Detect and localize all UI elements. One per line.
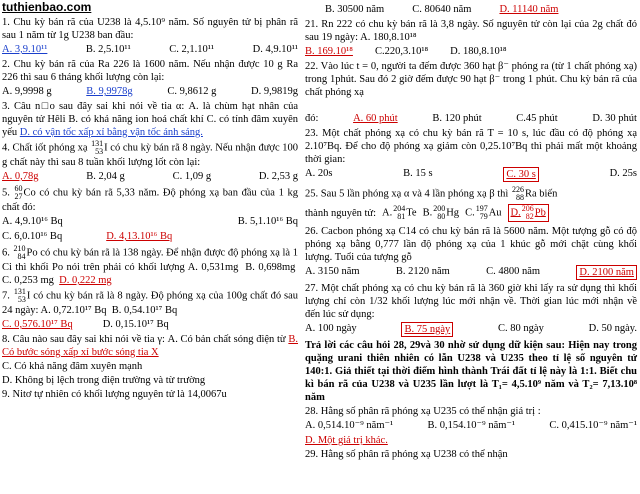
option-c[interactable]: C. 1,09 g [172, 171, 212, 182]
option-a[interactable]: A. 3,9.10¹¹ [2, 44, 48, 55]
option-d[interactable]: D. 206 82 Pb [508, 204, 549, 222]
option-c[interactable]: C. 197 79 Au [465, 204, 502, 221]
question-27-options [305, 322, 637, 337]
question-3-answer[interactable]: D. có vận tốc xấp xỉ bằng vận tốc ánh sáng. [19, 127, 203, 138]
question-7-options-row2 [2, 318, 298, 331]
question-25-text-end: biến [539, 188, 558, 200]
question-22-options [305, 112, 637, 125]
element-symbol: Po [26, 247, 38, 259]
question-27: 27. Một chất phóng xạ có chu kỳ bán rã là 360 giờ khi lấy ra sử dụng thì khối lượng chỉ còn 1/32 khối lượng lúc mới nhận về. Thời gian lúc mới nhận về đến lúc sử dụng: [305, 283, 637, 320]
question-9: 9. Nitơ tự nhiên có khối lượng nguyên tử là 14,0067u [2, 389, 227, 400]
option-c[interactable]: C. 6,0.10¹⁶ Bq [2, 231, 63, 242]
option-d[interactable]: D. 4,13.10¹⁶ Bq [106, 231, 173, 242]
question-28-option-d [305, 434, 637, 447]
question-3 [2, 100, 298, 139]
option-b[interactable]: B. 200 80 Hg [422, 204, 460, 221]
option-a[interactable]: A. 0,72.10¹⁷ Bq [40, 305, 107, 316]
option-b[interactable]: B. 75 ngày [401, 322, 453, 337]
question-8-option-c[interactable]: C. Có khả năng đâm xuyên mạnh [2, 361, 143, 372]
question-6 [2, 245, 298, 287]
iodine-isotope: 131 53 [91, 139, 104, 156]
option-c[interactable]: C. 4800 năm [486, 266, 541, 277]
option-a[interactable]: A. 60 phút [353, 113, 398, 124]
cobalt-isotope: 60 27 [14, 184, 23, 201]
option-c[interactable]: C. 30 s [503, 167, 538, 182]
polonium-isotope: 210 84 [13, 244, 26, 261]
option-c[interactable]: C. 0,576.10¹⁷ Bq [2, 319, 73, 330]
option-c[interactable]: C. 2,1.10¹¹ [169, 44, 215, 55]
question-22: 22. Vào lúc t = 0, người ta đếm được 360 hạt β⁻ phóng ra (từ 1 chất phóng xạ) trong 1phút. Sau đó 2 giờ đếm được 90 hạt β⁻ trong 1 phút. Chu kỳ bán rã của chất phóng xạ [305, 61, 637, 98]
question-25-line2: thành nguyên tử: [305, 207, 377, 219]
option-d[interactable]: D. 4,9.10¹¹ [252, 44, 298, 55]
question-23-options [305, 167, 637, 182]
option-c[interactable]: C. 80 ngày [498, 323, 544, 334]
question-7 [2, 288, 298, 317]
option-a[interactable]: A. 0,78g [2, 171, 39, 182]
element-symbol: Ra [524, 188, 537, 200]
option-a[interactable]: A. 3150 năm [305, 266, 360, 277]
option-d[interactable]: D. 0,15.10¹⁷ Bq [102, 319, 169, 330]
left-column [2, 0, 298, 402]
question-4-text: 4. Chất iốt phóng xạ [2, 142, 88, 154]
element-symbol: Co [23, 187, 36, 199]
question-25 [305, 186, 637, 202]
option-b[interactable]: B. 0,698mg [245, 262, 296, 273]
option-d[interactable]: D. 0,222 mg [59, 275, 112, 286]
question-21-options [305, 45, 637, 58]
option-d[interactable]: D. 11140 năm [499, 4, 559, 15]
option-d[interactable]: D. Một giá trị khác. [305, 435, 388, 446]
option-b[interactable]: B. 2,04 g [86, 171, 125, 182]
option-d[interactable]: D. 2,53 g [258, 171, 298, 182]
option-d[interactable]: D. 50 ngày. [588, 323, 637, 334]
option-a[interactable]: A. 100 ngày [305, 323, 357, 334]
question-21-text: 21. Rn 222 có chu kỳ bán rã là 3,8 ngày. Số nguyên tử còn lại của 2g chất đó sau 19 ngày: [305, 19, 637, 43]
option-a[interactable]: A. 9,9998 g [2, 86, 52, 97]
question-4-options [2, 170, 298, 183]
question-5-options-row1 [2, 215, 298, 228]
option-a[interactable]: A. 0,531mg [187, 262, 239, 273]
question-7-number: 7. [2, 290, 10, 302]
option-a[interactable]: A. 180,8.10¹⁸ [360, 32, 417, 43]
question-3-text: 3. Câu n□o sau đây sai khi nói về tia α: A. là chùm hạt nhân của nguyên tử Hêli B. có khả năng ion hoá chất khí C. có tính đâm xuyên yếu [2, 101, 298, 138]
option-b[interactable]: B. 2120 năm [395, 266, 450, 277]
question-8 [2, 333, 298, 359]
option-b[interactable]: B. 2,5.10¹¹ [85, 44, 131, 55]
question-4-text-rest: có chu kỳ bán rã 8 ngày. Nếu nhận được 100 g chất này thì sau 8 tuần khối lượng lốt còn lại: [2, 142, 298, 168]
question-2: 2. Chu kỳ bán rã của Ra 226 là 1600 năm. Nếu nhận được 10 g Ra 226 thì sau 6 tháng khối lượng còn lại: [2, 59, 298, 83]
option-b[interactable]: B. 9,9978g [86, 86, 133, 97]
option-c[interactable]: C.45 phút [516, 113, 558, 124]
question-21 [305, 18, 637, 44]
option-d[interactable]: D. 180,8.10¹⁸ [450, 46, 507, 57]
question-8-option-d[interactable]: D. Không bị lệch trong điện trường và từ trường [2, 375, 206, 386]
question-1-options [2, 43, 298, 56]
question-20-options-tail [305, 3, 637, 16]
question-26: 26. Cacbon phóng xạ C14 có chu kỳ bán rã là 5600 năm. Một tượng gỗ có độ phóng xạ bằng 0,777 lần độ phóng xạ của 1 khúc gỗ mới chặt cùng khối lượng. Tuổi của tượng gỗ [305, 226, 637, 263]
option-d[interactable]: D. 2100 năm [576, 265, 637, 280]
question-28: 28. Hằng số phân rã phóng xạ U235 có thể nhận giá trị : [305, 406, 541, 417]
element-symbol: I [104, 142, 108, 154]
option-c[interactable]: C. 0,253 mg [2, 275, 54, 286]
question-1: 1. Chu kỳ bán rã của U238 là 4,5.10⁹ năm. Số nguyên tử bị phân rã sau 1 năm từ 1g U238 ban đầu: [2, 17, 298, 41]
right-column [305, 0, 637, 462]
shared-data-intro: Trả lời các câu hỏi 28, 29và 30 nhờ sử dụng dữ kiện sau: Hiện nay trong quặng urani thiên nhiên có lẫn U238 và U235 theo tỉ lệ số nguyên tử 140:1. Giả thiết tại thời điểm hình thành Trái đất tỉ lệ này là 1:1. Biết chu kì bán rã của U238 và U235 lần lượt là T₁= 4,5.10⁹ năm và T₂= 7,13.10⁸ năm [305, 340, 637, 403]
option-a[interactable]: A. 204 81 Te [382, 204, 417, 221]
iodine-isotope: 131 53 [13, 287, 26, 304]
option-b[interactable]: B. 15 s [403, 168, 433, 179]
question-2-options [2, 85, 298, 98]
question-25-text: 25. Sau 5 lần phóng xạ α và 4 lần phóng xạ β thì [305, 188, 509, 200]
option-d[interactable]: D. 25s [609, 168, 637, 179]
question-6-text: có chu kỳ bán rã là 138 ngày. Để nhận được độ phóng xạ là 1 Ci thì khối Po nói trên phải có khối lượng [2, 247, 298, 273]
question-5 [2, 185, 298, 214]
option-c[interactable]: C.220,3.10¹⁸ [374, 46, 429, 57]
question-29: 29. Hằng số phân rã phóng xạ U238 có thể nhận [305, 449, 508, 460]
element-symbol: I [26, 290, 31, 302]
option-c[interactable]: C. 9,8612 g [167, 86, 217, 97]
option-a[interactable]: A. 0,514.10⁻⁹ năm⁻¹ [305, 420, 394, 431]
site-title[interactable]: tuthienbao.com [2, 0, 92, 14]
question-5-options-row2 [2, 230, 298, 243]
option-b[interactable]: B. 5,1.10¹⁶ Bq [237, 216, 298, 227]
question-26-options [305, 265, 637, 280]
option-d[interactable]: D. 9,9819g [251, 86, 298, 97]
option-a[interactable]: A. 20s [305, 168, 333, 179]
option-b[interactable]: B. 0,154.10⁻⁹ năm⁻¹ [427, 420, 516, 431]
question-7-text: có chu kỳ bán rã là 8 ngày. Độ phóng xạ của 100g chất đó sau 24 ngày: [2, 290, 299, 316]
question-23: 23. Một chất phóng xạ có chu kỳ bán rã T = 10 s, lúc đầu có độ phóng xạ 2.10⁷Bq. Để cho độ phóng xạ giảm còn 0,25.10⁷Bq thì phải mất một khoảng thời gian: [305, 128, 637, 165]
question-6-number: 6. [2, 247, 10, 259]
question-4 [2, 140, 298, 169]
question-22-text-end: đó: [305, 113, 319, 124]
option-b[interactable]: B. 169.10¹⁸ [305, 46, 353, 57]
question-5-text: có chu kỳ bán rã 5,33 năm. Độ phóng xạ ban đầu của 1 kg chất đó: [2, 187, 298, 213]
option-b[interactable]: B. 0,54.10¹⁷ Bq [111, 305, 178, 316]
question-28-options [305, 419, 637, 432]
option-b[interactable]: B. 120 phút [432, 113, 482, 124]
radium-isotope: 226 88 [511, 185, 524, 202]
question-25-options [305, 204, 637, 222]
question-5-number: 5. [2, 187, 10, 199]
option-a[interactable]: A. 4,9.10¹⁶ Bq [2, 216, 63, 227]
option-d[interactable]: D. 30 phút [592, 113, 637, 124]
option-c[interactable]: C. 0,415.10⁻⁹ năm⁻¹ [549, 420, 637, 431]
option-c[interactable]: C. 80640 năm [412, 4, 472, 15]
question-8-text: 8. Câu nào sau đây sai khi nói về tia γ: A. Có bản chất sóng điện từ [2, 334, 286, 345]
option-b[interactable]: B. 30500 năm [325, 4, 385, 15]
question-8-answer[interactable]: B. Có bước sóng xấp xỉ bước sóng tia X [2, 334, 298, 358]
